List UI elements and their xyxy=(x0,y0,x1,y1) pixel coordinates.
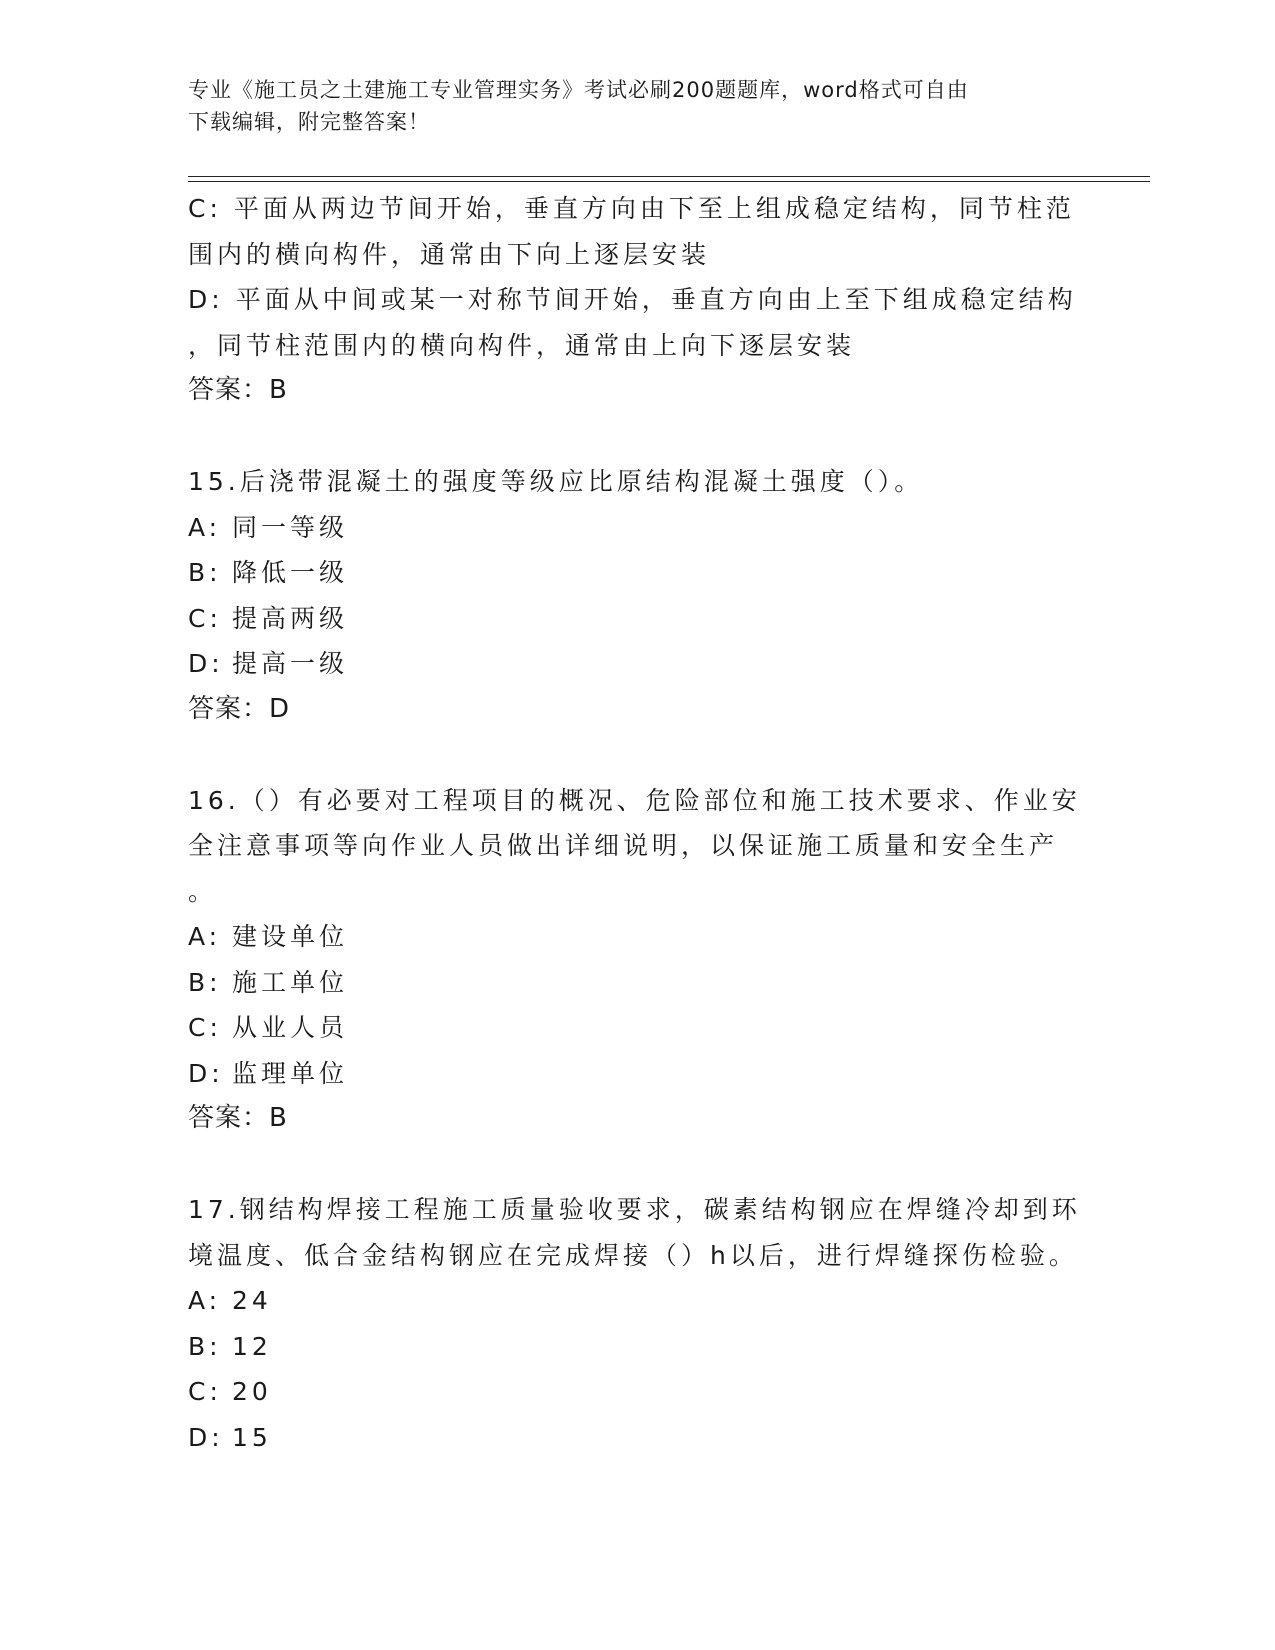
option-label: B: xyxy=(188,967,222,997)
option-text-line-1: 平面从两边节间开始，垂直方向由下至上组成稳定结构，同节柱范 xyxy=(233,194,1075,223)
answer-text: 答案：D xyxy=(188,693,291,724)
spacer xyxy=(188,732,1088,778)
answer-text: 答案：B xyxy=(188,375,288,405)
header-line-1: 专业《施工员之土建施工专业管理实务》考试必刷200题题库，word格式可自由 xyxy=(188,78,969,102)
option-c xyxy=(188,1005,1088,1051)
question-stem: 15.后浇带混凝土的强度等级应比原结构混凝土强度（）。 xyxy=(188,467,924,496)
option-label: D: xyxy=(188,1058,224,1088)
option-label: B: xyxy=(188,1331,222,1361)
document-body xyxy=(188,186,1088,1460)
spacer xyxy=(188,1142,1088,1188)
option-text: 15 xyxy=(232,1422,272,1452)
option-label: A: xyxy=(188,922,222,951)
option-text: 施工单位 xyxy=(232,967,349,997)
option-text: 从业人员 xyxy=(232,1013,349,1042)
option-c xyxy=(188,596,1088,642)
question-14-tail xyxy=(188,186,1088,414)
option-b xyxy=(188,550,1088,596)
question-stem-line-3: 。 xyxy=(188,876,218,906)
option-label: C: xyxy=(188,194,222,223)
option-label: A: xyxy=(188,512,222,542)
option-d-continuation: ，同节柱范围内的横向构件，通常由上向下逐层安装 xyxy=(188,330,856,360)
option-text: 建设单位 xyxy=(232,922,349,951)
document-header xyxy=(188,74,1088,138)
header-divider-top xyxy=(188,176,1150,177)
option-label: D: xyxy=(188,1422,224,1452)
option-label: C: xyxy=(188,1377,222,1406)
option-d xyxy=(188,277,1088,323)
question-stem-line-1: 16.（）有必要对工程项目的概况、危险部位和施工技术要求、作业安 xyxy=(188,785,1081,815)
option-text: 20 xyxy=(232,1377,272,1406)
question-16 xyxy=(188,778,1088,1142)
option-label: B: xyxy=(188,558,222,587)
option-label: A: xyxy=(188,1286,222,1315)
option-c xyxy=(188,186,1088,232)
question-17 xyxy=(188,1187,1088,1460)
option-text: 24 xyxy=(232,1286,272,1315)
option-text: 12 xyxy=(232,1331,272,1361)
option-c xyxy=(188,1369,1088,1415)
option-label: C: xyxy=(188,603,222,633)
option-d xyxy=(188,1051,1088,1097)
header-divider-bottom xyxy=(188,181,1150,182)
option-b xyxy=(188,1324,1088,1370)
header-line-2: 下载编辑，附完整答案！ xyxy=(188,110,430,134)
option-text: 监理单位 xyxy=(232,1058,349,1088)
option-d xyxy=(188,641,1088,687)
option-text: 降低一级 xyxy=(232,558,349,587)
option-text: 同一等级 xyxy=(232,512,349,542)
option-text: 提高两级 xyxy=(232,603,349,633)
option-a xyxy=(188,1278,1088,1324)
option-text: 提高一级 xyxy=(232,649,349,678)
option-label: C: xyxy=(188,1013,222,1042)
option-c-continuation: 围内的横向构件，通常由下向上逐层安装 xyxy=(188,239,711,269)
option-text-line-1: 平面从中间或某一对称节间开始，垂直方向由上至下组成稳定结构 xyxy=(235,285,1077,314)
question-stem-line-2: 全注意事项等向作业人员做出详细说明，以保证施工质量和安全生产 xyxy=(188,831,1059,860)
question-stem-line-1: 17.钢结构焊接工程施工质量验收要求，碳素结构钢应在焊缝冷却到环 xyxy=(188,1195,1081,1224)
option-label: D: xyxy=(188,649,224,678)
option-a xyxy=(188,505,1088,551)
option-label: D: xyxy=(188,285,224,314)
question-stem-line-2: 境温度、低合金结构钢应在完成焊接（）h以后，进行焊缝探伤检验。 xyxy=(188,1240,1078,1270)
question-15 xyxy=(188,459,1088,732)
spacer xyxy=(188,414,1088,460)
answer-text: 答案：B xyxy=(188,1103,288,1133)
option-d xyxy=(188,1415,1088,1461)
option-b xyxy=(188,960,1088,1006)
option-a xyxy=(188,914,1088,960)
